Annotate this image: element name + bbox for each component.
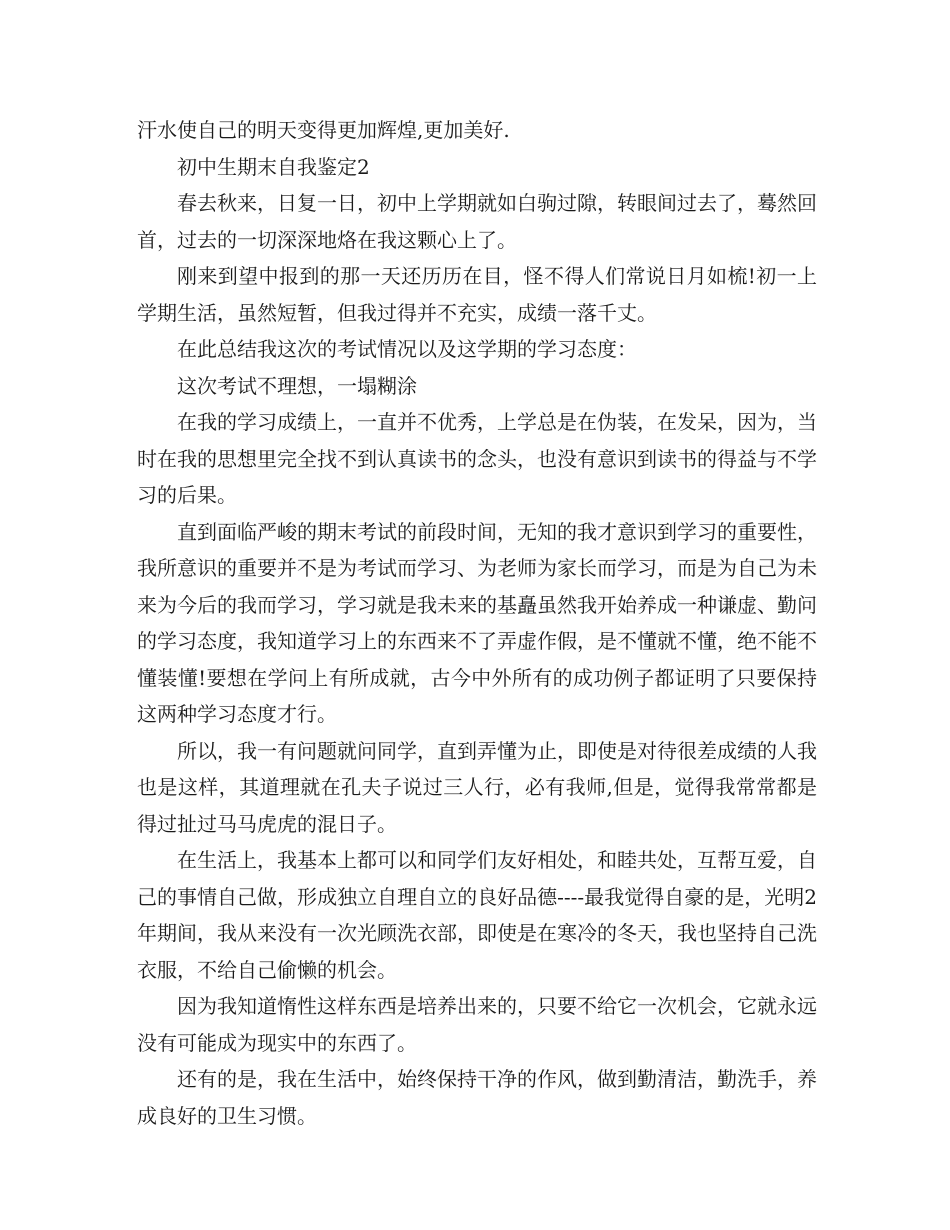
paragraph: 还有的是，我在生活中，始终保持干净的作风，做到勤清洁，勤洗手，养成良好的卫生习惯。 [137,1067,817,1128]
paragraph: 刚来到望中报到的那一天还历历在目，怪不得人们常说日月如梳!初一上学期生活，虽然短暂，但我过得并不充实，成绩一落千丈。 [137,264,817,325]
paragraph: 春去秋来，日复一日，初中上学期就如白驹过隙，转眼间过去了，蓦然回首，过去的一切深深地烙在我这颗心上了。 [137,191,817,252]
paragraph: 在此总结我这次的考试情况以及这学期的学习态度： [177,337,637,361]
paragraph: 这次考试不理想，一塌糊涂 [177,373,417,398]
document-body [137,112,817,1134]
paragraph: 所以，我一有问题就问同学，直到弄懂为止，即使是对待很差成绩的人我也是这样，其道理就在孔夫子说过三人行，必有我师,但是，觉得我常常都是得过扯过马马虎虎的混日子。 [137,738,817,836]
section-heading: 初中生期末自我鉴定2 [177,154,370,179]
paragraph: 在生活上，我基本上都可以和同学们友好相处，和睦共处，互帮互爱，自己的事情自己做，形成独立自理自立的良好品德----最我觉得自豪的是，光明2年期间，我从来没有一次光顾洗衣部，即使是在寒冷的冬天，我也坚持自己洗衣服，不给自己偷懒的机会。 [137,848,817,982]
paragraph: 在我的学习成绩上，一直并不优秀，上学总是在伪装，在发呆，因为，当时在我的思想里完全找不到认真读书的念头，也没有意识到读书的得益与不学习的后果。 [137,410,817,507]
paragraph: 因为我知道惰性这样东西是培养出来的，只要不给它一次机会，它就永远没有可能成为现实中的东西了。 [137,994,817,1055]
paragraph: 直到面临严峻的期末考试的前段时间，无知的我才意识到学习的重要性，我所意识的重要并不是为考试而学习、为老师为家长而学习，而是为自己为未来为今后的我而学习，学习就是我未来的基矗虽然我开始养成一种谦虚、勤问的学习态度，我知道学习上的东西来不了弄虚作假，是不懂就不懂，绝不能不懂装懂!要想在学问上有所成就，古今中外所有的成功例子都证明了只要保持这两种学习态度才行。 [137,519,817,726]
paragraph-continuation: 汗水使自己的明天变得更加辉煌,更加美好. [137,118,510,142]
